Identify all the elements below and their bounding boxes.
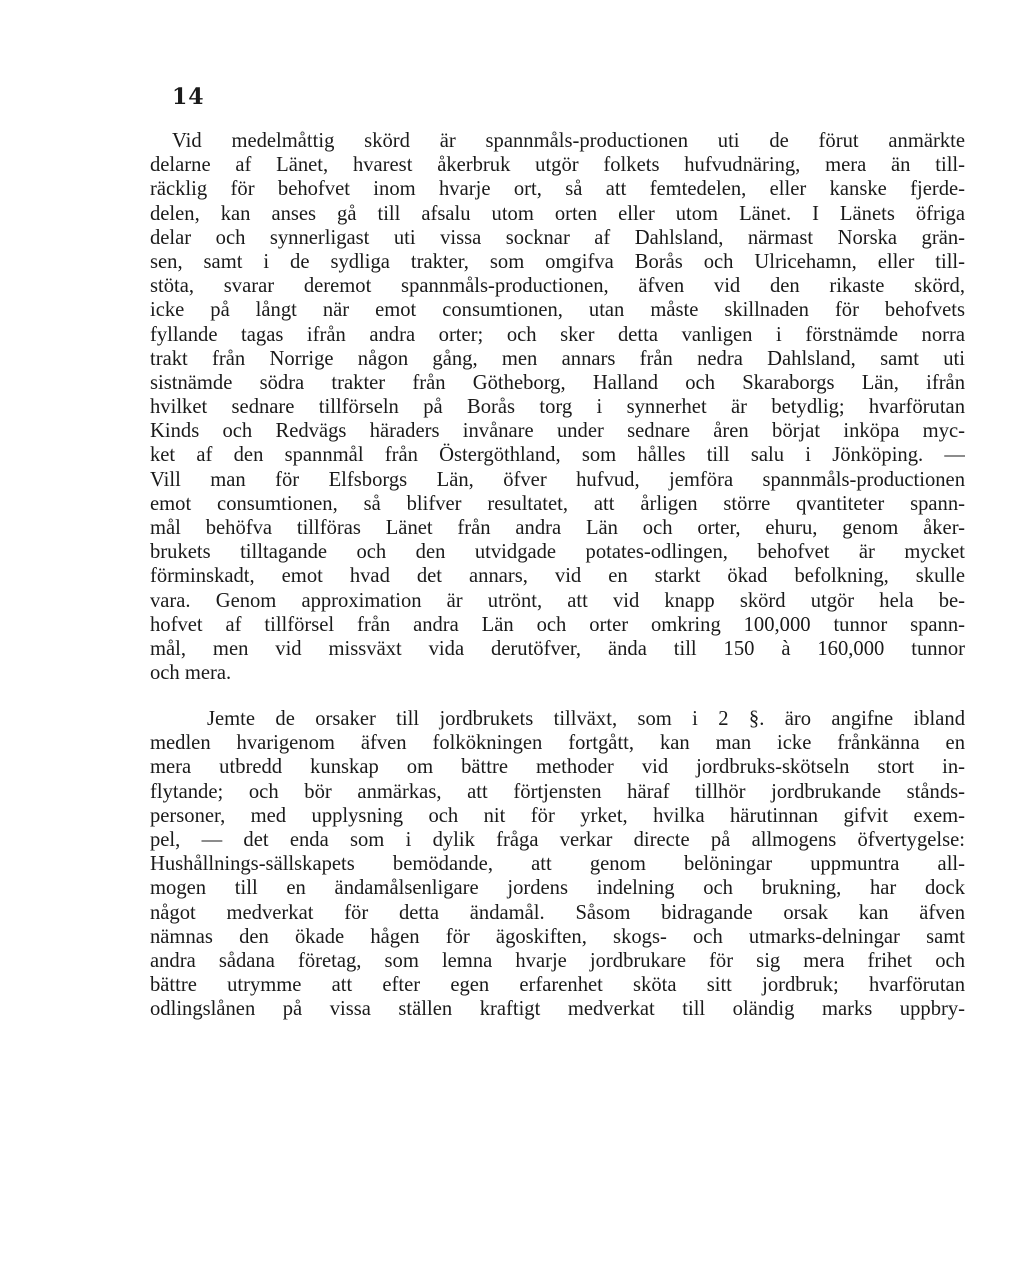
text-line: hvilket sednare tillförseln på Borås torg i synnerhet är betydlig; hvarförutan bbox=[150, 396, 965, 419]
text-line: bättre utrymme att efter egen erfarenhet sköta sitt jordbruk; hvarförutan bbox=[150, 974, 965, 997]
text-line: flytande; och bör anmärkas, att förtjensten häraf tillhör jordbrukande stånds- bbox=[150, 780, 965, 803]
text-line: vara. Genom approximation är utrönt, att vid knapp skörd utgör hela be- bbox=[150, 589, 965, 612]
text-line: Vill man för Elfsborgs Län, öfver hufvud, jemföra spannmåls-productionen bbox=[150, 468, 965, 491]
text-line: mogen till en ändamålsenligare jordens indelning och brukning, har dock bbox=[150, 877, 965, 900]
text-line: mål behöfva tillföras Länet från andra Län och orter, ehuru, genom åker- bbox=[150, 517, 965, 539]
text-line: brukets tilltagande och den utvidgade potates-odlingen, behofvet är mycket bbox=[150, 541, 965, 564]
text-line: mera utbredd kunskap om bättre methoder vid jordbruks-skötseln stort in- bbox=[150, 756, 965, 779]
text-line: stöta, svarar deremot spannmåls-productionen, äfven vid den rikaste skörd, bbox=[150, 275, 965, 298]
text-line: emot consumtionen, så blifver resultatet, att årligen större qvantiteter spann- bbox=[150, 492, 965, 515]
text-line: nämnas den ökade hågen för ägoskiften, skogs- och utmarks-delningar samt bbox=[150, 925, 965, 948]
text-line: andra sådana företag, som lemna hvarje jordbrukare för sig mera frihet och bbox=[150, 949, 965, 972]
text-line: fyllande tagas ifrån andra orter; och sker detta vanligen i förstnämde norra bbox=[150, 323, 965, 346]
text-line: delen, kan anses gå till afsalu utom orten eller utom Länet. I Länets öfriga bbox=[150, 202, 965, 225]
text-line: personer, med upplysning och nit för yrket, hvilka härutinnan gifvit exem- bbox=[150, 804, 965, 827]
text-line: mål, men vid missväxt vida derutöfver, ända till 150 à 160,000 tunnor bbox=[150, 637, 965, 660]
text-line: hofvet af tillförsel från andra Län och orter omkring 100,000 tunnor spann- bbox=[150, 613, 965, 636]
text-line: Hushållnings-sällskapets bemödande, att genom belöningar uppmuntra all- bbox=[150, 853, 965, 876]
text-line: ket af den spannmål från Östergöthland, som hålles till salu i Jönköping. — bbox=[150, 444, 965, 467]
page-number: 14 bbox=[172, 84, 205, 110]
text-line: sen, samt i de sydliga trakter, som omgifva Borås och Ulricehamn, eller till- bbox=[150, 250, 965, 273]
text-line: räcklig för behofvet inom hvarje ort, så att femtedelen, eller kanske fjerde- bbox=[150, 178, 965, 201]
text-line: trakt från Norrige någon gång, men annars från nedra Dahlsland, samt uti bbox=[150, 347, 965, 370]
text-line: Jemte de orsaker till jordbrukets tillväxt, som i 2 §. äro angifne ibland bbox=[207, 708, 965, 730]
text-line: pel, — det enda som i dylik fråga verkar directe på allmogens öfvertygelse: bbox=[150, 828, 965, 851]
text-line: delar och synnerligast uti vissa socknar af Dahlsland, närmast Norska grän- bbox=[150, 226, 965, 249]
text-line: icke på långt när emot consumtionen, utan måste skillnaden för behofvets bbox=[150, 299, 965, 322]
text-line: något medverkat för detta ändamål. Såsom bidragande orsak kan äfven bbox=[150, 901, 965, 924]
text-line: sistnämde södra trakter från Götheborg, Halland och Skaraborgs Län, ifrån bbox=[150, 371, 965, 394]
text-line: odlingslånen på vissa ställen kraftigt medverkat till oländig marks uppbry- bbox=[150, 998, 965, 1021]
text-line: delarne af Länet, hvarest åkerbruk utgör folkets hufvudnäring, mera än till- bbox=[150, 154, 965, 177]
text-line: förminskadt, emot hvad det annars, vid en starkt ökad befolkning, skulle bbox=[150, 565, 965, 588]
text-line: Kinds och Redvägs häraders invånare under sednare åren börjat inköpa myc- bbox=[150, 420, 965, 443]
paragraph-2 bbox=[150, 707, 965, 1021]
paragraph-1 bbox=[150, 129, 965, 685]
text-line: Vid medelmåttig skörd är spannmåls-productionen uti de förut anmärkte bbox=[172, 130, 965, 152]
text-line: och mera. bbox=[150, 662, 232, 685]
text-line: medlen hvarigenom äfven folkökningen fortgått, kan man icke frånkänna en bbox=[150, 732, 965, 755]
